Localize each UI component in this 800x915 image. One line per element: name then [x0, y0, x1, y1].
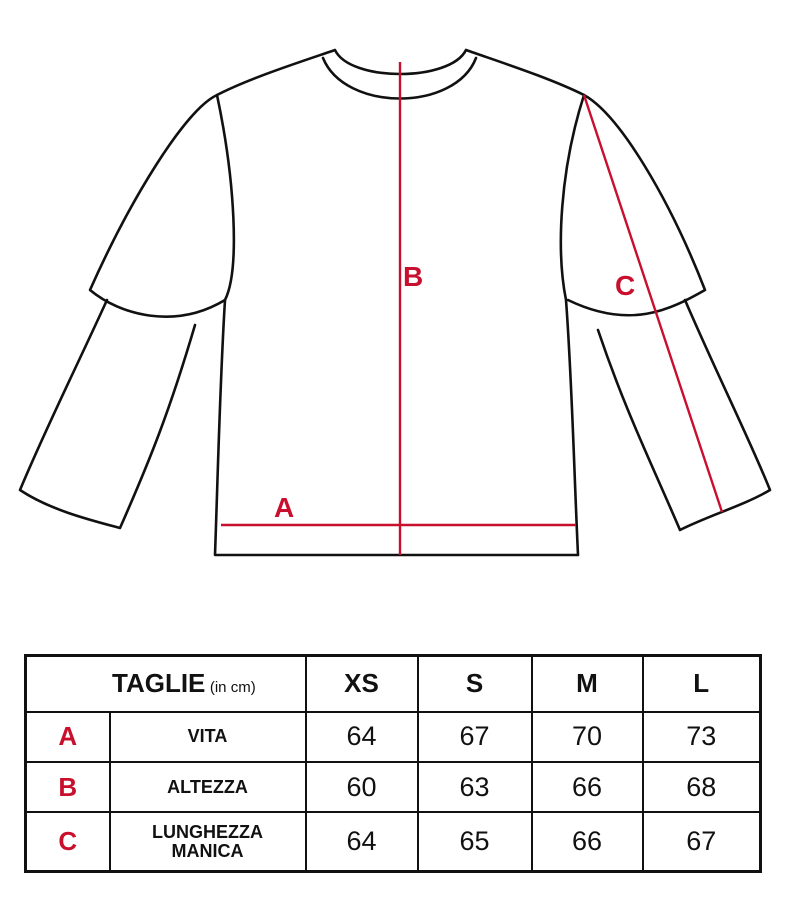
shirt-outline: [20, 50, 770, 555]
value-cell: 60: [306, 762, 418, 812]
size-header-s: S: [418, 656, 532, 712]
table-title-cell: [26, 656, 306, 712]
row-letter: C: [26, 812, 110, 871]
measurement-lines: [221, 62, 722, 555]
measure-line-c: [584, 95, 722, 512]
right-outer-sleeve: [568, 95, 705, 315]
left-outer-sleeve: [90, 95, 225, 317]
row-letter: B: [26, 762, 110, 812]
left-inner-sleeve: [20, 300, 195, 528]
value-cell: 64: [306, 712, 418, 762]
row-name: LUNGHEZZA MANICA: [110, 812, 306, 871]
value-cell: 66: [532, 762, 643, 812]
size-header-l: L: [643, 656, 761, 712]
value-cell: 73: [643, 712, 761, 762]
row-name: ALTEZZA: [110, 762, 306, 812]
right-inner-sleeve: [598, 300, 770, 530]
value-cell: 66: [532, 812, 643, 871]
label-a: A: [274, 492, 295, 523]
row-name: VITA: [110, 712, 306, 762]
value-cell: 63: [418, 762, 532, 812]
table-row: [26, 712, 761, 762]
value-cell: 67: [418, 712, 532, 762]
size-header-m: M: [532, 656, 643, 712]
table-header-row: [26, 656, 761, 712]
size-table: [24, 654, 762, 873]
label-c: C: [615, 270, 636, 301]
value-cell: 68: [643, 762, 761, 812]
row-letter: A: [26, 712, 110, 762]
value-cell: 70: [532, 712, 643, 762]
value-cell: 67: [643, 812, 761, 871]
table-row: [26, 762, 761, 812]
table-title: TAGLIE: [112, 668, 206, 699]
value-cell: 65: [418, 812, 532, 871]
size-header-xs: XS: [306, 656, 418, 712]
value-cell: 64: [306, 812, 418, 871]
table-row: [26, 812, 761, 871]
table-title-note: (in cm): [209, 679, 256, 697]
label-b: B: [403, 261, 424, 292]
